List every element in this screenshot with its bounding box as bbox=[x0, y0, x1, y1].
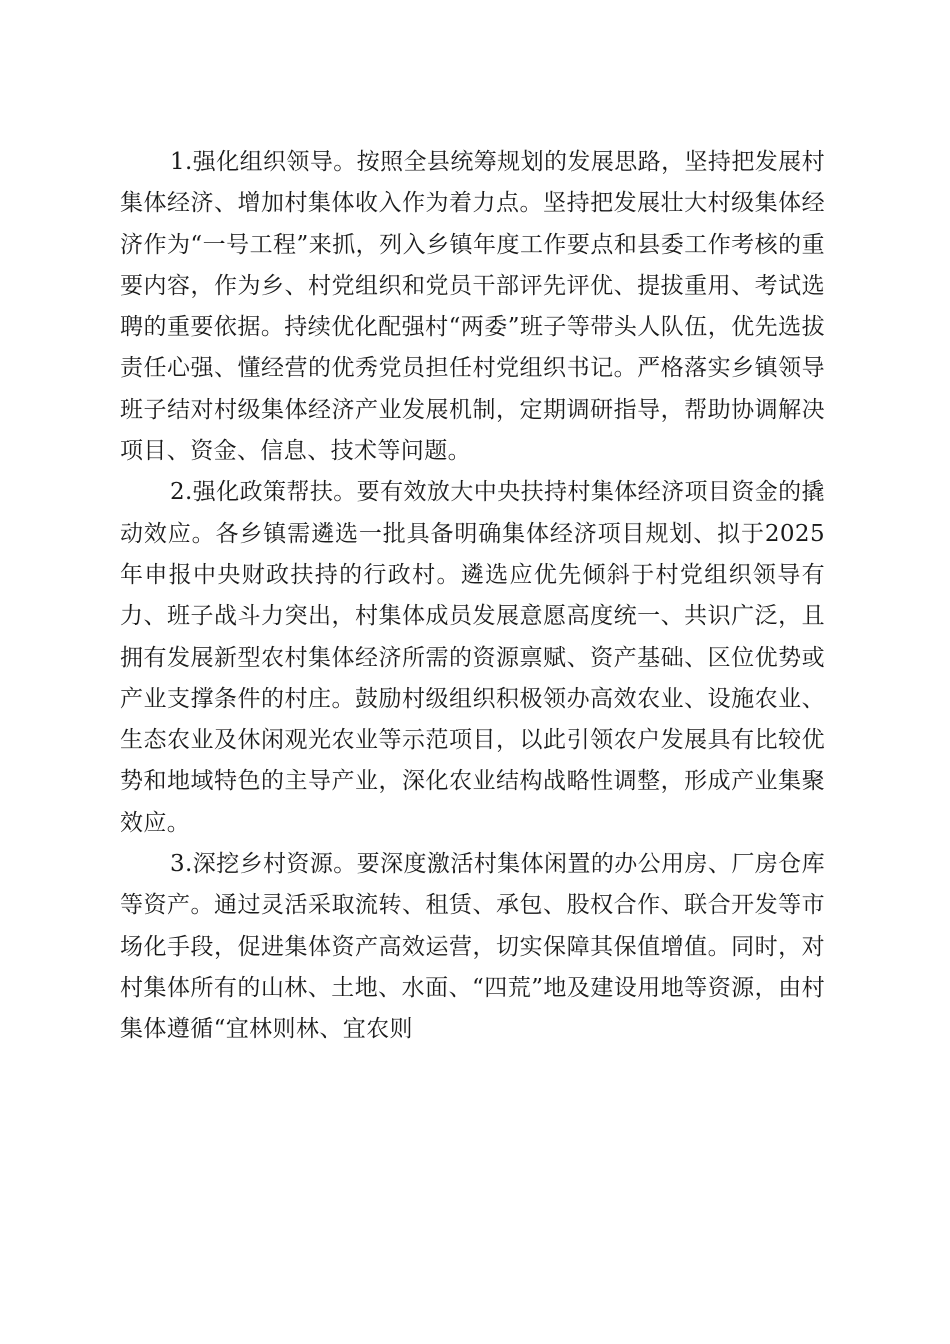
paragraph-organization-leadership: 1.强化组织领导。按照全县统筹规划的发展思路，坚持把发展村集体经济、增加村集体收入作为着力点。坚持把发展壮大村级集体经济作为“一号工程”来抓，列入乡镇年度工作要点和县委工作考核的重要内容，作为乡、村党组织和党员干部评先评优、提拔重用、考试选聘的重要依据。持续优化配强村“两委”班子等带头人队伍，优先选拔责任心强、懂经营的优秀党员担任村党组织书记。严格落实乡镇领导班子结对村级集体经济产业发展机制，定期调研指导，帮助协调解决项目、资金、信息、技术等问题。 bbox=[120, 149, 825, 465]
document-body bbox=[120, 142, 825, 1051]
paragraph-policy-support: 2.强化政策帮扶。要有效放大中央扶持村集体经济项目资金的撬动效应。各乡镇需遴选一批具备明确集体经济项目规划、拟于2025年申报中央财政扶持的行政村。遴选应优先倾斜于村党组织领导有力、班子战斗力突出，村集体成员发展意愿高度统一、共识广泛，且拥有发展新型农村集体经济所需的资源禀赋、资产基础、区位优势或产业支撑条件的村庄。鼓励村级组织积极领办高效农业、设施农业、生态农业及休闲观光农业等示范项目，以此引领农户发展具有比较优势和地域特色的主导产业，深化农业结构战略性调整，形成产业集聚效应。 bbox=[120, 479, 825, 836]
paragraph-rural-resources: 3.深挖乡村资源。要深度激活村集体闲置的办公用房、厂房仓库等资产。通过灵活采取流转、租赁、承包、股权合作、联合开发等市场化手段，促进集体资产高效运营，切实保障其保值增值。同时，对村集体所有的山林、土地、水面、“四荒”地及建设用地等资源，由村集体遵循“宜林则林、宜农则 bbox=[120, 851, 825, 1043]
